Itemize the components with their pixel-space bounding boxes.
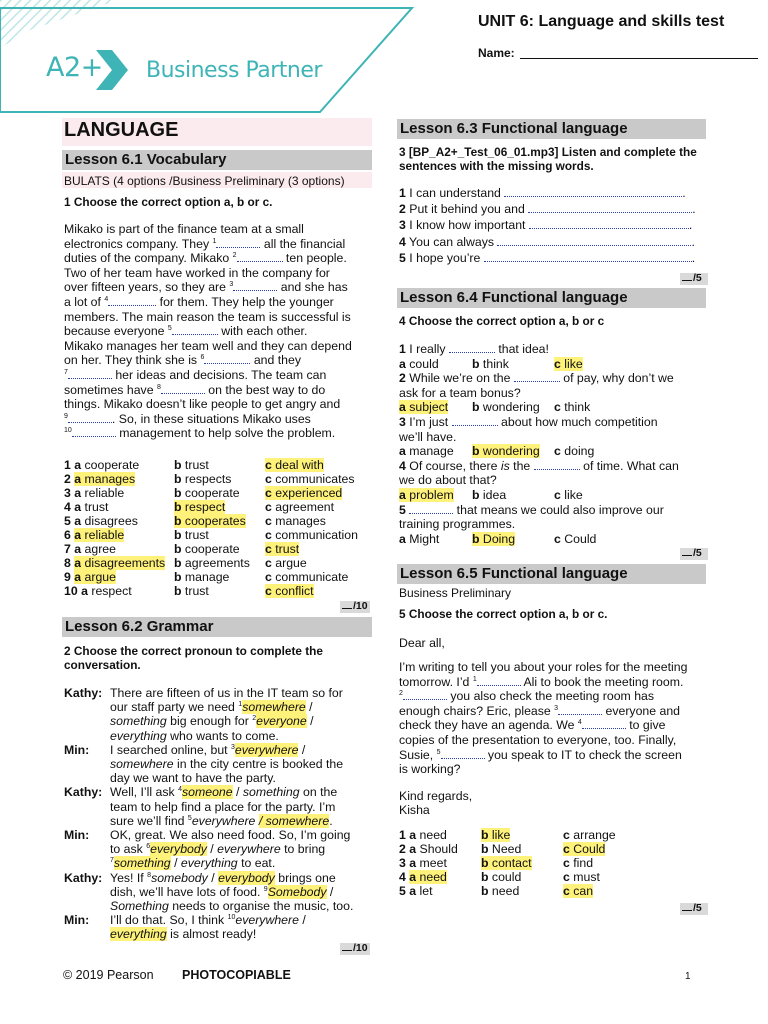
- option-row: [64, 556, 374, 570]
- option-row: [64, 486, 374, 500]
- option-b[interactable]: b cooperate: [174, 486, 240, 500]
- email-body: I’m writing to tell you about your roles for the meeting tomorrow. I’d $^1$ Ali to book the meeting room. $^2$ you also check the meeting room has enough chairs? Eric, please $^3$ everyone and check they have an agenda. We $^4$ to give copies of the presentation to everyone, too. Finally, Susie, $^5$ you speak to IT to check the screen is working?: [399, 660, 688, 777]
- option-a[interactable]: 2 a manages: [64, 472, 136, 486]
- option-row: [399, 828, 709, 842]
- logo-business-partner: Business Partner: [146, 58, 322, 83]
- email-signature: Kisha: [399, 803, 430, 817]
- gap-6-5-5[interactable]: [441, 748, 485, 759]
- unit-title: UNIT 6: Language and skills test: [478, 13, 725, 30]
- instruction-2: 2 Choose the correct pronoun to complete the conversation.: [64, 644, 323, 672]
- answer-gap-4[interactable]: [497, 235, 691, 246]
- option-row: [64, 500, 374, 514]
- option-c[interactable]: c communicate: [265, 570, 349, 584]
- vocabulary-paragraph: Mikako is part of the finance team at a small electronics company. They $^1$ all the financial duties of the company. Mikako $^2$ ten people. Two of her team have worked in the company for over fifteen years, so they are $^3$ and she has a lot of $^4$ for them. They help the younger members. The main reason the team is successful is because everyone $^5$ with each other. Mikako manages her team well and they can depend on her. They think she is $^6$ and they $^7$ her ideas and decisions. The team can sometimes have $^8$ on the best way to do things. Mikako doesn’t like people to get angry and $^9$ . So, in these situations Mikako uses $^{10}$ management to help solve the problem.: [64, 222, 352, 441]
- option-b[interactable]: b need: [481, 884, 520, 898]
- option-a[interactable]: 1 a need: [399, 828, 447, 842]
- section-title-6-1: Lesson 6.1 Vocabulary: [62, 150, 372, 170]
- gap-6-5-3[interactable]: [558, 704, 602, 715]
- option-a[interactable]: 5 a disagrees: [64, 514, 138, 528]
- functional-6-4-items: 1 I really that idea! a could b think c like 2 While we’re on the of pay, why don’t we ask for a team bonus? a subject b wondering c think 3 I’m just about how much competition we’ll have. a manage b wondering c doing 4 Of course, there is the of time. What can we do about that? a problem b idea c like 5 that means we could also improve our training programmes. a Might b Doing c Could: [399, 342, 679, 546]
- section-subtitle-6-5: Business Preliminary: [399, 586, 512, 600]
- gap-9[interactable]: [68, 412, 112, 423]
- option-b[interactable]: b respects: [174, 472, 232, 486]
- option-a[interactable]: 5 a let: [399, 884, 433, 898]
- option-c[interactable]: c communicates: [265, 472, 355, 486]
- option-c[interactable]: c can: [563, 884, 594, 898]
- gap-6-4-4[interactable]: [534, 459, 580, 470]
- gap-5[interactable]: [172, 324, 218, 335]
- option-a[interactable]: 6 a reliable: [64, 528, 125, 542]
- option-a[interactable]: 4 a need: [399, 870, 447, 884]
- gap-6-5-2[interactable]: [403, 689, 447, 700]
- gap-6-4-1[interactable]: [449, 342, 495, 353]
- option-a[interactable]: 4 a trust: [64, 500, 109, 514]
- option-row: [64, 542, 374, 556]
- answer-gap-3[interactable]: [529, 218, 689, 229]
- section-title-6-2: Lesson 6.2 Grammar: [62, 617, 372, 637]
- section-title-6-4: Lesson 6.4 Functional language: [397, 288, 706, 308]
- gap-6-4-2[interactable]: [514, 371, 560, 382]
- logo-a2: A2+: [46, 52, 103, 83]
- answer-gap-2[interactable]: [528, 202, 692, 213]
- gap-3[interactable]: [233, 280, 277, 291]
- gap-6-5-1[interactable]: [477, 675, 521, 686]
- footer-copyright: © 2019 Pearson: [63, 968, 154, 982]
- section-subtitle-6-1: BULATS (4 options /Business Preliminary (3 options): [64, 174, 345, 188]
- option-b[interactable]: b cooperate: [174, 542, 240, 556]
- option-c[interactable]: c find: [563, 856, 594, 870]
- section-title-6-5: Lesson 6.5 Functional language: [397, 564, 706, 584]
- option-a[interactable]: 3 a meet: [399, 856, 447, 870]
- option-a[interactable]: 10 a respect: [64, 584, 132, 598]
- language-heading: LANGUAGE: [64, 119, 179, 141]
- option-row: [64, 458, 374, 472]
- option-a[interactable]: 1 a cooperate: [64, 458, 140, 472]
- option-row: [64, 472, 374, 486]
- instruction-4: 4 Choose the correct option a, b or c: [399, 314, 605, 328]
- gap-7[interactable]: [68, 368, 112, 379]
- option-b[interactable]: b agreements: [174, 556, 250, 570]
- gap-6-5-4[interactable]: [582, 718, 626, 729]
- gap-2[interactable]: [237, 251, 283, 262]
- option-a[interactable]: 9 a argue: [64, 570, 116, 584]
- option-c[interactable]: c experienced: [265, 486, 343, 500]
- option-b[interactable]: b respect: [174, 500, 226, 514]
- gap-8[interactable]: [161, 383, 205, 394]
- footer-photocopiable: PHOTOCOPIABLE: [182, 968, 291, 982]
- email-closing: Kind regards,: [399, 789, 473, 803]
- answer-gap-1[interactable]: [504, 186, 682, 197]
- option-row: [64, 584, 374, 598]
- option-row: [399, 884, 709, 898]
- option-c[interactable]: c arrange: [563, 828, 616, 842]
- option-c[interactable]: c argue: [265, 556, 307, 570]
- option-row: [399, 856, 709, 870]
- score-6-4: /5: [682, 547, 702, 559]
- page-number: 1: [685, 971, 691, 982]
- listening-items: 1 I can understand . 2 Put it behind you and . 3 I know how important . 4 You can always . 5 I hope you’re .: [399, 186, 696, 265]
- option-b[interactable]: b trust: [174, 458, 209, 472]
- option-c[interactable]: c conflict: [265, 584, 314, 598]
- grammar-dialogue: Kathy: There are fifteen of us in the IT team so for our staff party we need $^1$somewhere / something big enough for $^2$everyone / everything who wants to come. Min: I searched online, but $^3$everywhere / somewhere in the city centre is booked the day we want to have the party. Kathy: Well, I’ll ask $^4$someone / something on the team to help find a place for the party. I’m sure we’ll find $^5$everywhere / somewhere. Min: OK, great. We also need food. So, I’m going to ask $^6$everybody / everywhere to bring $^7$something / everything to eat. Kathy: Yes! If $^8$somebody / everybody brings one dish, we’ll have lots of food. $^9$Somebody / Something needs to organise the music, too. Min: I’ll do that. So, I think $^{10}$everywhere / everything is almost ready!: [64, 686, 354, 942]
- answer-gap-5[interactable]: [484, 251, 692, 262]
- speaker: Kathy:: [64, 870, 103, 885]
- option-a[interactable]: 7 a agree: [64, 542, 116, 556]
- speaker: Min:: [64, 828, 90, 842]
- name-label: Name:: [478, 46, 515, 60]
- speaker: Kathy:: [64, 785, 103, 800]
- option-row: [399, 870, 709, 884]
- score-6-3: /5: [682, 272, 702, 284]
- option-row: [64, 528, 374, 542]
- option-row: [64, 514, 374, 528]
- option-c[interactable]: c must: [563, 870, 600, 884]
- option-b[interactable]: b contact: [481, 856, 532, 870]
- option-a[interactable]: 8 a disagreements: [64, 556, 166, 570]
- option-c[interactable]: c agreement: [265, 500, 335, 514]
- instruction-5: 5 Choose the correct option a, b or c.: [399, 607, 608, 621]
- gap-10[interactable]: [72, 426, 116, 437]
- option-b[interactable]: b like: [481, 828, 511, 842]
- option-b[interactable]: b manage: [174, 570, 230, 584]
- section-title-6-3: Lesson 6.3 Functional language: [397, 119, 706, 139]
- speaker: Kathy:: [64, 686, 103, 700]
- gap-4[interactable]: [108, 295, 156, 306]
- option-b[interactable]: b trust: [174, 584, 209, 598]
- speaker: Min:: [64, 913, 90, 928]
- option-a[interactable]: 3 a reliable: [64, 486, 125, 500]
- option-c[interactable]: c deal with: [265, 458, 324, 472]
- score-6-5: /5: [682, 902, 702, 914]
- instruction-3: 3 [BP_A2+_Test_06_01.mp3] Listen and complete the sentences with the missing words.: [399, 145, 697, 173]
- option-b[interactable]: b could: [481, 870, 522, 884]
- option-c[interactable]: c manages: [265, 514, 326, 528]
- gap-1[interactable]: [216, 237, 260, 248]
- option-row: [64, 570, 374, 584]
- option-b[interactable]: b Need: [481, 842, 522, 856]
- gap-6-4-3[interactable]: [452, 415, 498, 426]
- gap-6-4-5[interactable]: [409, 503, 453, 514]
- option-c[interactable]: c communication: [265, 528, 358, 542]
- option-a[interactable]: 2 a Should: [399, 842, 458, 856]
- option-b[interactable]: b cooperates: [174, 514, 246, 528]
- gap-6[interactable]: [204, 353, 250, 364]
- score-6-1: /10: [342, 600, 368, 612]
- name-field[interactable]: [520, 58, 758, 59]
- option-c[interactable]: c trust: [265, 542, 300, 556]
- speaker: Min:: [64, 742, 90, 757]
- score-6-2: /10: [342, 942, 368, 954]
- option-b[interactable]: b trust: [174, 528, 209, 542]
- option-c[interactable]: c Could: [563, 842, 606, 856]
- option-row: [399, 842, 709, 856]
- email-greeting: Dear all,: [399, 636, 445, 650]
- instruction-1: 1 Choose the correct option a, b or c.: [64, 195, 273, 209]
